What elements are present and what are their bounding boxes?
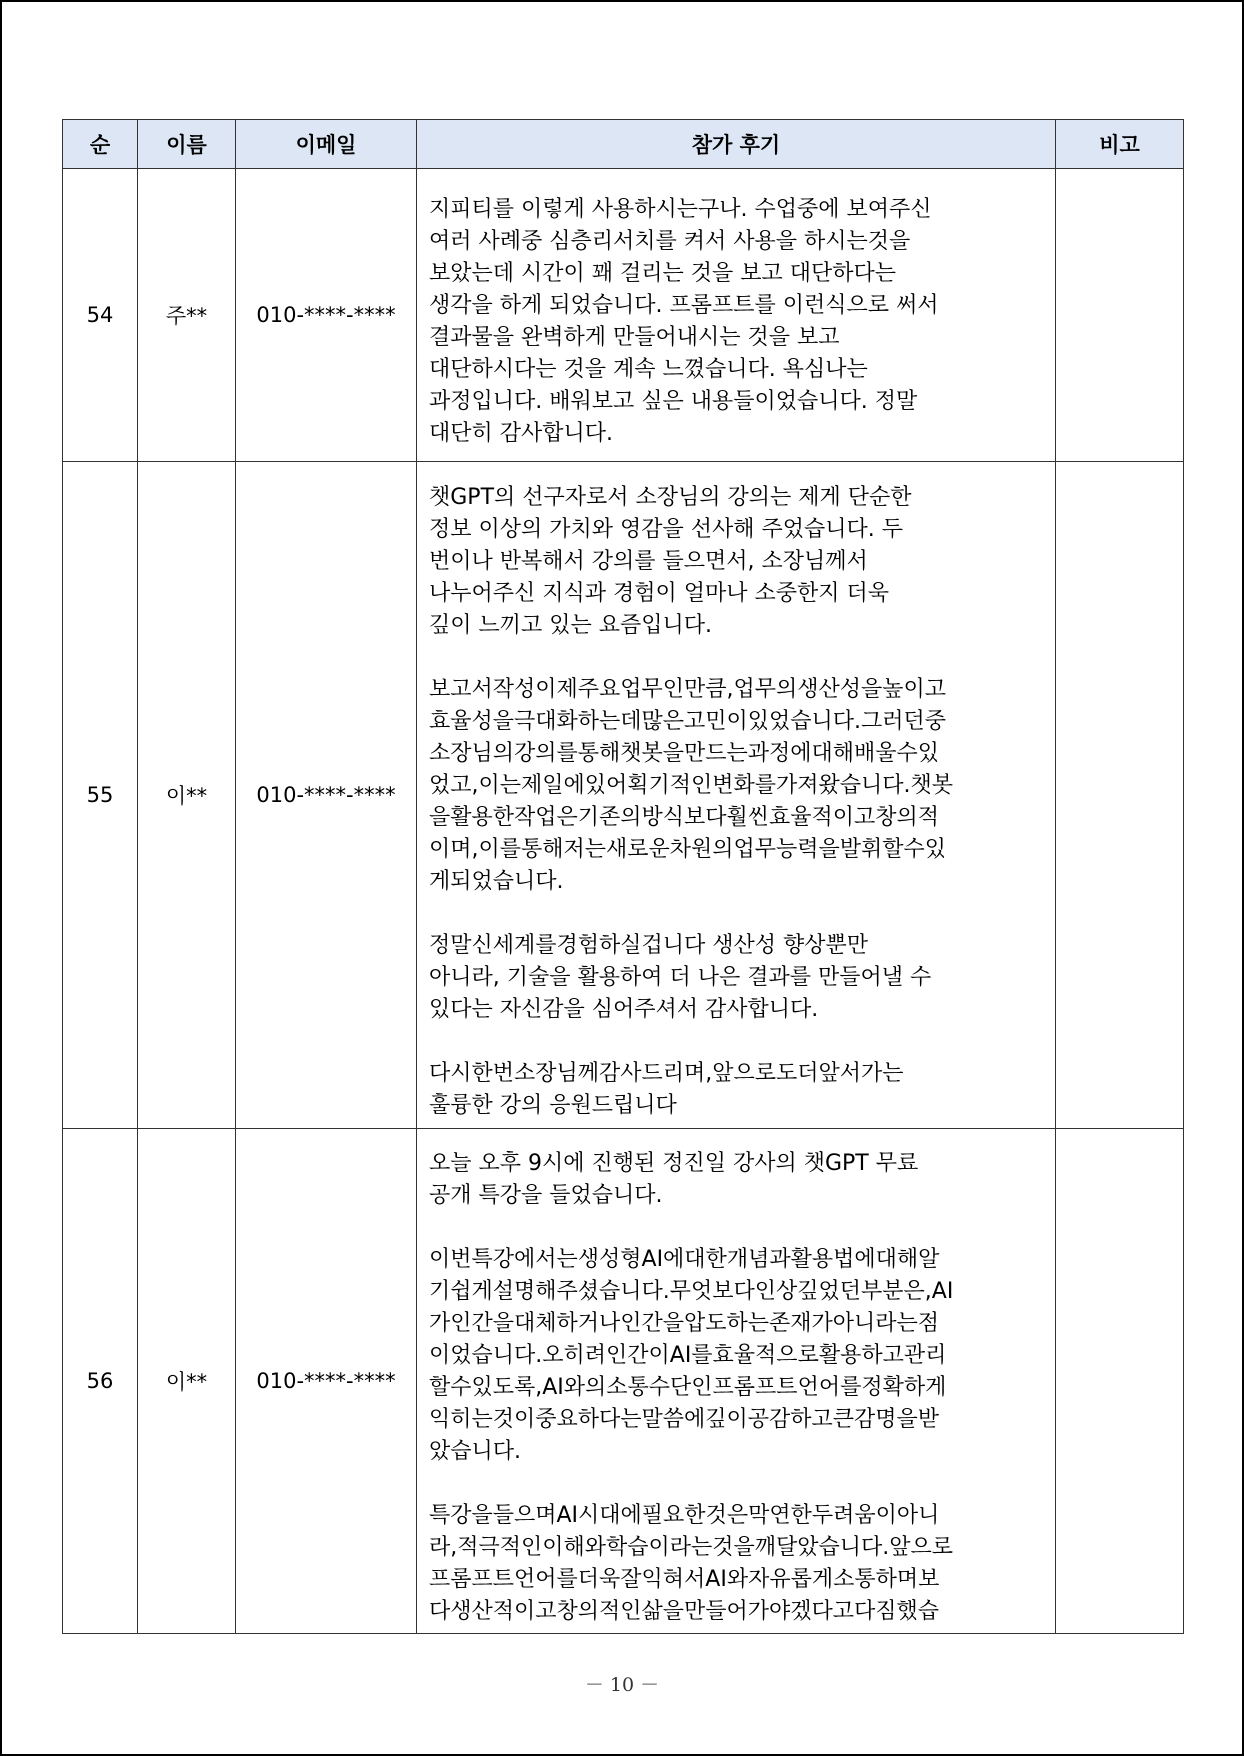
reviews-table: [62, 119, 1184, 1634]
page-number: － 10 －: [584, 1674, 660, 1696]
row-name: 이**: [138, 462, 236, 1129]
row-email: 010-****-****: [236, 169, 417, 462]
row-review: [417, 462, 1056, 1129]
row-name: 이**: [138, 1129, 236, 1634]
row-number: 56: [63, 1129, 138, 1634]
row-name: 주**: [138, 169, 236, 462]
review-paragraph: 이번특강에서는생성형AI에대한개념과활용법에대해알 기쉽게설명해주셨습니다.무엇보다인상깊었던부분은,AI 가인간을대체하거나인간을압도하는존재가아니라는점 이었습니다.오히려인간이AI를효율적으로활용하고관리 할수있도록,AI와의소통수단인프롬프트언어를정확하게 익히는것이중요하다는말씀에깊이공감하고큰감명을받 았습니다.: [429, 1247, 954, 1464]
row-note: [1056, 462, 1184, 1129]
row-number: 54: [63, 169, 138, 462]
row-email: 010-****-****: [236, 462, 417, 1129]
review-paragraph: 보고서작성이제주요업무인만큼,업무의생산성을높이고 효율성을극대화하는데많은고민이있었습니다.그러던중 소장님의강의를통해챗봇을만드는과정에대해배울수있 었고,이는제일에있어획기적인변화를가져왔습니다.챗봇 을활용한작업은기존의방식보다훨씬효율적이고창의적 이며,이를통해저는새로운차원의업무능력을발휘할수있 게되었습니다.: [429, 677, 954, 894]
header-email: 이메일: [236, 120, 417, 169]
review-paragraph: 챗GPT의 선구자로서 소장님의 강의는 제게 단순한 정보 이상의 가치와 영감을 선사해 주었습니다. 두 번이나 반복해서 강의를 들으면서, 소장님께서 나누어주신 지식과 경험이 얼마나 소중한지 더욱 깊이 느끼고 있는 요즘입니다.: [429, 485, 912, 638]
row-email: 010-****-****: [236, 1129, 417, 1634]
row-number: 55: [63, 462, 138, 1129]
table-row: [63, 1129, 1184, 1634]
table-header-row: [63, 120, 1184, 169]
table-row: [63, 462, 1184, 1129]
row-note: [1056, 1129, 1184, 1634]
review-paragraph: 정말신세계를경험하실겁니다 생산성 향상뿐만 아니라, 기술을 활용하여 더 나은 결과를 만들어낼 수 있다는 자신감을 심어주셔서 감사합니다.: [429, 933, 932, 1022]
review-paragraph: 오늘 오후 9시에 진행된 정진일 강사의 챗GPT 무료 공개 특강을 들었습니다.: [429, 1151, 919, 1208]
row-review: [417, 169, 1056, 462]
header-num: 순: [63, 120, 138, 169]
header-name: 이름: [138, 120, 236, 169]
table-row: [63, 169, 1184, 462]
row-note: [1056, 169, 1184, 462]
header-review: 참가 후기: [417, 120, 1056, 169]
header-note: 비고: [1056, 120, 1184, 169]
review-paragraph: 다시한번소장님께감사드리며,앞으로도더앞서가는 훌륭한 강의 응원드립니다: [429, 1061, 904, 1118]
review-paragraph: 특강을들으며AI시대에필요한것은막연한두려움이아니 라,적극적인이해와학습이라는것을깨달았습니다.앞으로 프롬프트언어를더욱잘익혀서AI와자유롭게소통하며보 다생산적이고창의적인삶을만들어가야겠다고다짐했습: [429, 1503, 954, 1624]
review-paragraph: 지피티를 이렇게 사용하시는구나. 수업중에 보여주신 여러 사례중 심층리서치를 켜서 사용을 하시는것을 보았는데 시간이 꽤 걸리는 것을 보고 대단하다는 생각을 하게 되었습니다. 프롬프트를 이런식으로 써서 결과물을 완벽하게 만들어내시는 것을 보고 대단하시다는 것을 계속 느꼈습니다. 욕심나는 과정입니다. 배워보고 싶은 내용들이었습니다. 정말 대단히 감사합니다.: [429, 197, 939, 446]
row-review: [417, 1129, 1056, 1634]
